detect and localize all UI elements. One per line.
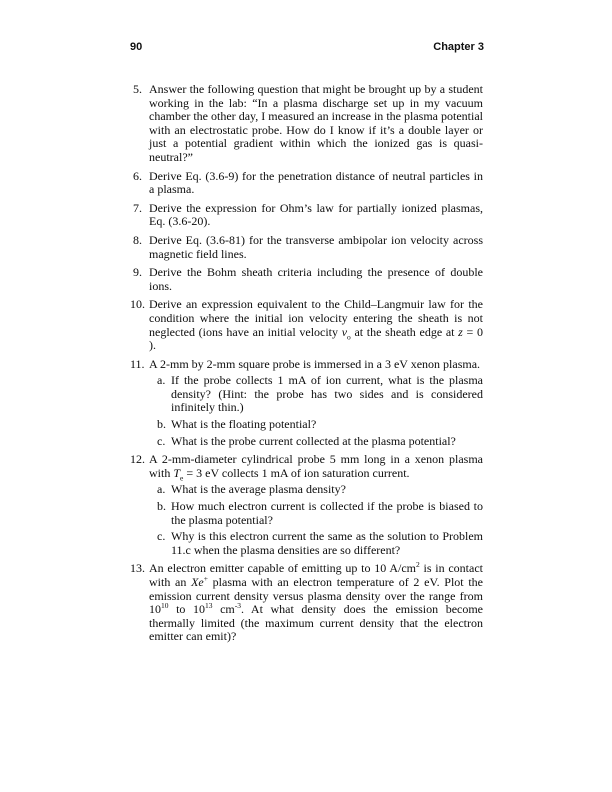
- problem-text: Derive the expression for Ohm’s law for partially ionized plasmas, Eq. (3.6-20).: [149, 200, 483, 229]
- problem-text: Answer the following question that might be brought up by a student working in the lab: “In a plasma discharge set up in my vacuum chamber the other day, I measured an increase in the plasma potential with an electrostatic probe. How do I know if it’s a double layer or just a potential gradient within which the ionized gas is quasi-neutral?”: [149, 82, 483, 164]
- problem-number: 10.: [130, 297, 145, 312]
- problem-number: 12.: [130, 452, 145, 467]
- problem-item: [130, 562, 483, 644]
- problem-item: [130, 234, 483, 261]
- problem-item: [130, 453, 483, 557]
- problem-item: [130, 83, 483, 165]
- subitem-label: c.: [157, 433, 166, 448]
- problem-subitem: [157, 530, 483, 557]
- problem-text: A 2-mm-diameter cylindrical probe 5 mm long in a xenon plasma with $T_e = 3$ eV collects 1 mA of ion saturation current.: [149, 452, 483, 483]
- page-header: [130, 41, 484, 53]
- problem-text: Derive the Bohm sheath criteria including the presence of double ions.: [149, 265, 483, 293]
- problem-number: 6.: [133, 168, 142, 183]
- subitem-text: What is the probe current collected at the plasma potential?: [171, 433, 456, 448]
- problem-number: 8.: [133, 232, 142, 247]
- subitem-label: c.: [157, 529, 166, 544]
- subitem-text: How much electron current is collected if the probe is biased to the plasma potential?: [171, 499, 483, 527]
- subitem-text: What is the floating potential?: [171, 417, 317, 432]
- subitem-label: a.: [157, 482, 166, 497]
- subitem-text: If the probe collects 1 mA of ion current, what is the plasma density? (Hint: the probe has two sides and is considered infinitely thin.): [171, 373, 483, 415]
- problems-list: [130, 83, 483, 649]
- problem-subitem: [157, 374, 483, 415]
- problem-subitem: [157, 435, 483, 449]
- problem-text: Derive Eq. (3.6-81) for the transverse ambipolar ion velocity across magnetic field lines.: [149, 232, 483, 261]
- chapter-title: Chapter 3: [433, 41, 484, 53]
- problem-text: A 2-mm by 2-mm square probe is immersed in a 3 eV xenon plasma.: [149, 356, 481, 371]
- subitem-text: Why is this electron current the same as the solution to Problem 11.c when the plasma densities are so different?: [171, 529, 483, 557]
- problem-text: Derive an expression equivalent to the Child–Langmuir law for the condition where the initial ion velocity entering the sheath is not neglected (ions have an initial velocity $v_o$ at the sheath edge at z = 0 ).: [149, 297, 483, 353]
- problem-item: [130, 202, 483, 229]
- problem-subitem: [157, 500, 483, 527]
- problem-number: 9.: [133, 265, 142, 280]
- subitem-text: What is the average plasma density?: [171, 482, 346, 497]
- problem-number: 5.: [133, 82, 142, 96]
- problem-text: An electron emitter capable of emitting up to 10 $A/cm^2$ is in contact with an Xe+ plasma with an electron temperature of 2 eV. Plot the emission current density versus plasma density over the range from $10^{10}$ to $10^{13}$ $cm^{-3}$. At what density does the emission become thermally limited (the maximum current density that the electron emitter can emit)?: [149, 560, 484, 644]
- problem-item: [130, 266, 483, 293]
- problem-item: [130, 358, 483, 449]
- problem-text: Derive Eq. (3.6-9) for the penetration distance of neutral particles in a plasma.: [149, 168, 483, 197]
- problem-number: 11.: [130, 356, 145, 371]
- problem-item: [130, 170, 483, 197]
- problem-item: [130, 298, 483, 352]
- subitem-label: b.: [157, 499, 166, 514]
- subitem-label: a.: [157, 373, 166, 388]
- problem-subitem: [157, 418, 483, 432]
- problem-number: 7.: [133, 200, 142, 215]
- problem-subitem: [157, 483, 483, 497]
- subitem-label: b.: [157, 417, 166, 432]
- problem-number: 13.: [130, 561, 145, 576]
- page-number: 90: [130, 41, 143, 53]
